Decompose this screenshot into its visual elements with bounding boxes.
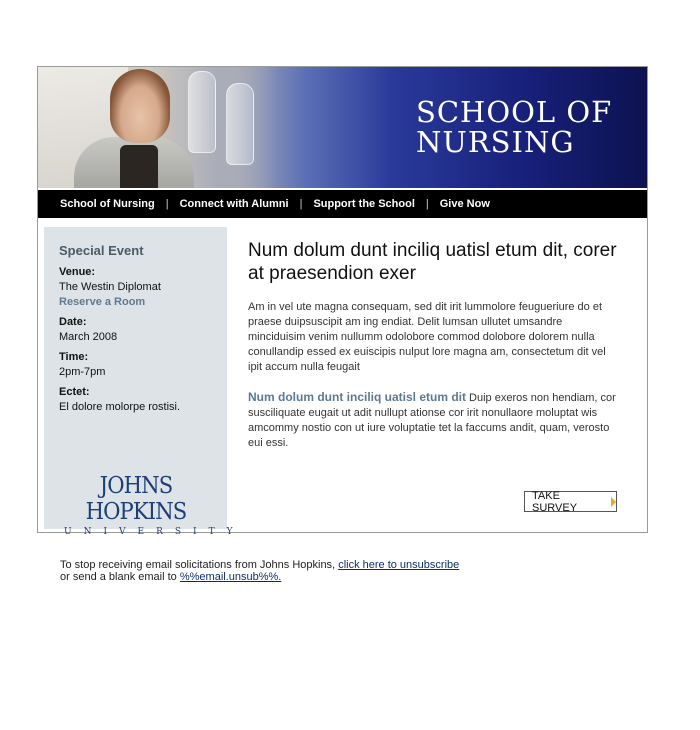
- unsubscribe-link[interactable]: click here to unsubscribe: [338, 559, 460, 571]
- date-block: [59, 315, 117, 345]
- paragraph-lead: Num dolum dunt inciliq uatisl etum dit: [248, 390, 466, 404]
- body-paragraph-1: Am in vel ute magna consequam, sed dit irit lummolore feugueriure do et praese duipsuscipit am ing endiat. Delit lumsan ullutet umsandre minciduisim venim nullumm odolobore commod dolobore dolorem nulla conullandip essed ex euiscipis nulput lore magna am, consectetum dit vel ipit accum nulla feugait: [248, 301, 606, 373]
- date-label: Date:: [59, 316, 87, 328]
- nav-separator: |: [165, 198, 169, 210]
- unsub-email-link[interactable]: %%email.unsub%%.: [179, 571, 282, 583]
- body-paragraph-2: [248, 390, 618, 451]
- paragraph-body: Duip exeros non hendiam, cor susciliquate eugait ut adit nullupt ationse cor irit nonullaore moluptat wis amcommy nostio con ut iure voluptatie tet la faccums andit, quam, verosto eui essi.: [248, 392, 616, 449]
- unsubscribe-footer: [60, 559, 459, 583]
- time-label: Time:: [59, 351, 89, 363]
- nav-support-the-school[interactable]: Support the School: [313, 198, 415, 210]
- email-frame: [37, 66, 648, 537]
- venue-block: [59, 265, 161, 310]
- headline: Num dolum dunt inciliq uatisl etum dit, corer at praesendion exer: [248, 240, 617, 284]
- take-survey-button[interactable]: [524, 491, 617, 512]
- nav-connect-with-alumni[interactable]: Connect with Alumni: [179, 198, 289, 210]
- extra-block: [59, 385, 180, 415]
- johns-hopkins-logo: [54, 473, 245, 537]
- nav-give-now[interactable]: Give Now: [439, 198, 490, 210]
- venue-label: Venue:: [59, 266, 96, 278]
- extra-value: El dolore molorpe rostisi.: [59, 401, 181, 413]
- header-banner: [38, 67, 647, 188]
- nurse-photo: [38, 67, 278, 188]
- time-block: [59, 350, 105, 380]
- date-value: March 2008: [59, 331, 118, 343]
- sidebar-title: Special Event: [59, 243, 144, 258]
- play-arrow-icon: [611, 497, 616, 507]
- reserve-room-link[interactable]: Reserve a Room: [59, 296, 146, 308]
- time-value: 2pm-7pm: [59, 366, 106, 378]
- main-content: [248, 239, 618, 451]
- banner-title: SCHOOL OF NURSING: [416, 95, 613, 159]
- logo-subtitle: UNIVERSITY: [64, 527, 245, 537]
- footer-line-2: or send a blank email to %%email.unsub%%.: [60, 571, 282, 583]
- nav-school-of-nursing[interactable]: School of Nursing: [60, 198, 155, 210]
- logo-wordmark: JOHNS HOPKINS: [85, 473, 187, 525]
- nav-separator: |: [425, 198, 429, 210]
- top-nav: [38, 190, 647, 218]
- footer-line-1: To stop receiving email solicitations from Johns Hopkins, click here to unsubscribe: [60, 559, 460, 571]
- venue-value: The Westin Diplomat: [59, 281, 161, 293]
- nav-separator: |: [299, 198, 303, 210]
- survey-label: TAKE SURVEY: [532, 489, 578, 514]
- extra-label: Ectet:: [59, 386, 90, 398]
- event-sidebar: [44, 227, 245, 537]
